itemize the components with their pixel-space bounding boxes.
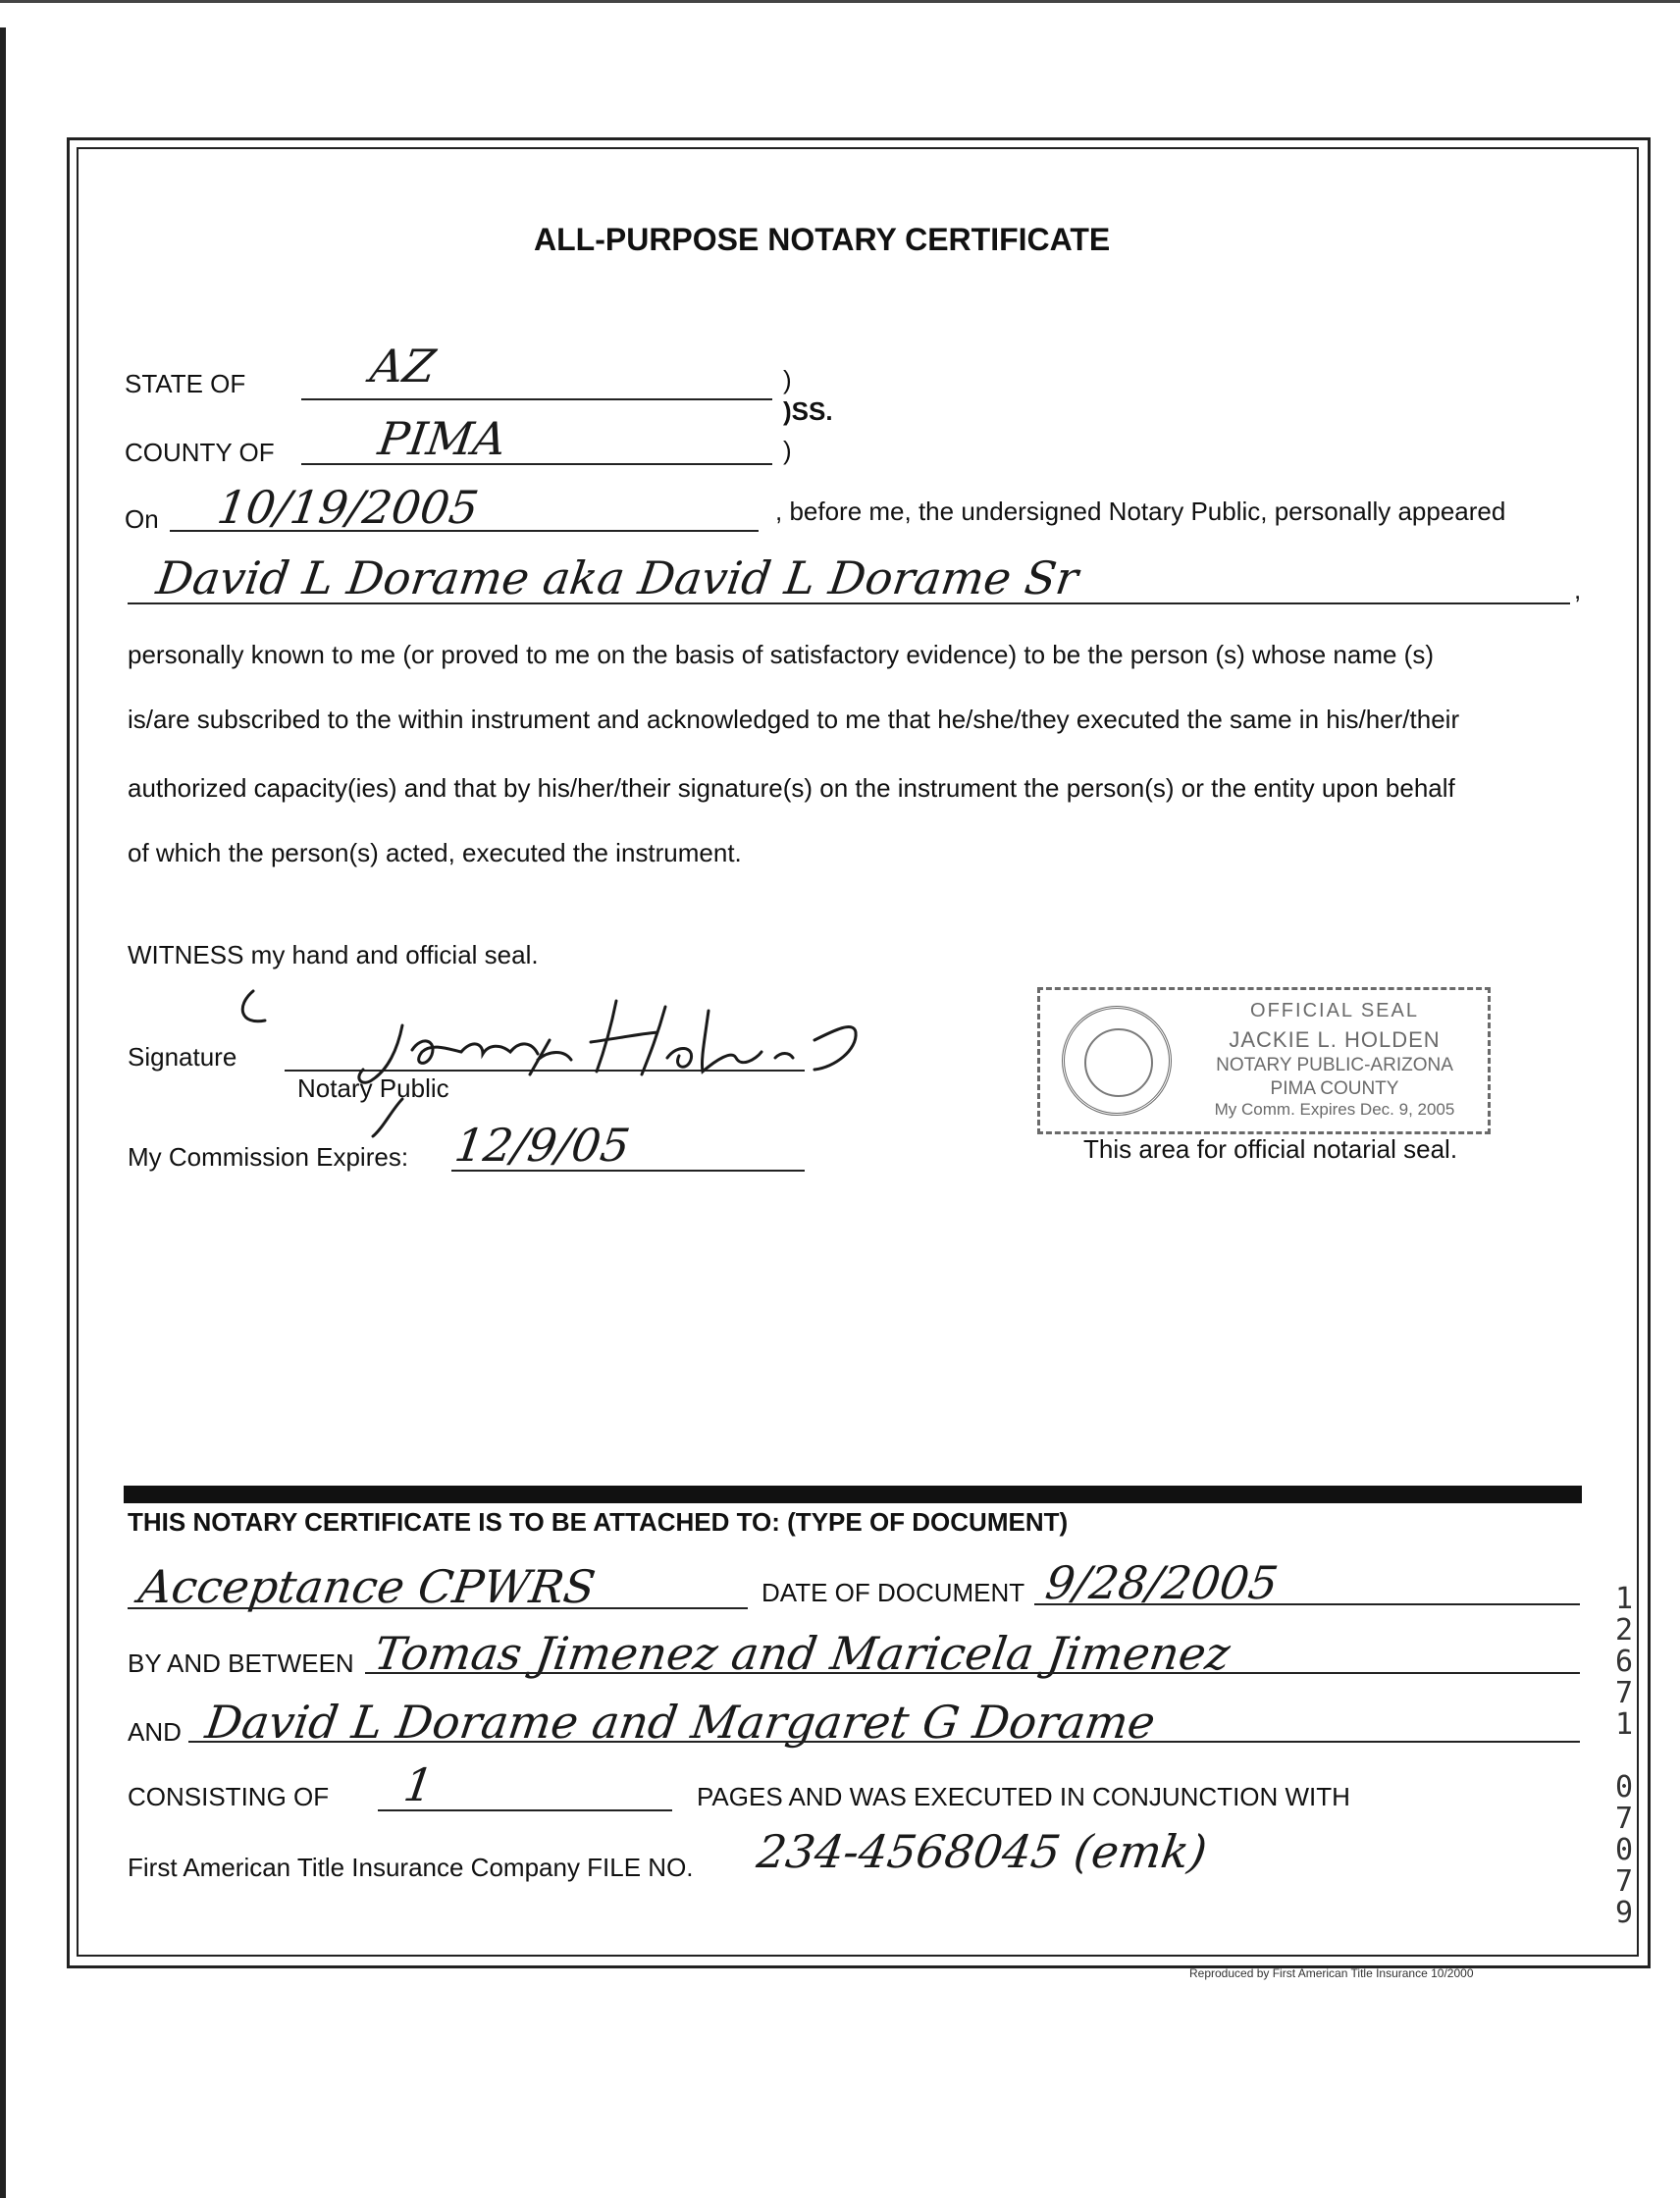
seal-line-state: NOTARY PUBLIC-ARIZONA — [1216, 1055, 1453, 1075]
side-digit: 1 — [1614, 1582, 1634, 1616]
and-party-underline — [188, 1741, 1580, 1743]
body-line-3: authorized capacity(ies) and that by his/her/their signature(s) on the instrument the person(s) or the entity upon behalf — [128, 773, 1455, 803]
notary-public-label: Notary Public — [297, 1073, 449, 1103]
date-of-document-value: 9/28/2005 — [1042, 1556, 1282, 1609]
seal-line-official: OFFICIAL SEAL — [1250, 1000, 1419, 1021]
appeared-name-underline — [128, 602, 1570, 604]
side-digit: 0 — [1614, 1833, 1634, 1867]
side-digit: 7 — [1614, 1802, 1634, 1836]
state-underline — [301, 398, 772, 400]
document-type-value: Acceptance CPWRS — [135, 1560, 599, 1613]
consisting-of-underline — [378, 1809, 672, 1811]
by-and-between-underline — [365, 1672, 1580, 1674]
file-number-value: 234-4568045 (emk) — [754, 1825, 1211, 1878]
pages-executed-text: PAGES AND WAS EXECUTED IN CONJUNCTION WITH — [697, 1782, 1350, 1811]
side-digit: 7 — [1614, 1676, 1634, 1710]
side-digit: 7 — [1614, 1864, 1634, 1899]
seal-area-caption: This area for official notarial seal. — [1083, 1134, 1458, 1164]
and-party-value: David L Dorame and Margaret G Dorame — [202, 1696, 1159, 1749]
side-digit: 6 — [1614, 1645, 1634, 1679]
ss-label: )SS. — [783, 396, 833, 426]
appeared-name-value: David L Dorame aka David L Dorame Sr — [153, 551, 1082, 604]
county-value: PIMA — [375, 412, 510, 465]
date-of-document-label: DATE OF DOCUMENT — [761, 1578, 1025, 1607]
county-label: COUNTY OF — [125, 438, 275, 467]
paren-top: ) — [783, 365, 792, 394]
seal-line-expires: My Comm. Expires Dec. 9, 2005 — [1214, 1100, 1455, 1119]
consisting-of-label: CONSISTING OF — [128, 1782, 330, 1811]
and-label: AND — [128, 1717, 182, 1747]
witness-text: WITNESS my hand and official seal. — [128, 940, 539, 969]
state-value: AZ — [367, 340, 439, 392]
date-of-document-underline — [1034, 1603, 1580, 1605]
by-and-between-label: BY AND BETWEEN — [128, 1648, 354, 1678]
seal-emblem-inner — [1084, 1028, 1153, 1097]
top-edge-line — [0, 0, 1680, 3]
body-line-1: personally known to me (or proved to me on the basis of satisfactory evidence) to be the person (s) whose name (s) — [128, 640, 1434, 669]
notary-seal — [1037, 987, 1491, 1134]
county-underline — [301, 463, 772, 465]
paren-bottom: ) — [783, 436, 792, 465]
section-divider-bar — [124, 1486, 1582, 1503]
commission-value: 12/9/05 — [451, 1119, 634, 1172]
commission-label: My Commission Expires: — [128, 1142, 409, 1172]
seal-line-county: PIMA COUNTY — [1270, 1078, 1399, 1099]
left-edge-line — [0, 27, 6, 2198]
page-title: ALL-PURPOSE NOTARY CERTIFICATE — [534, 222, 1111, 257]
side-digit: 0 — [1614, 1770, 1634, 1805]
reproduced-footer-note: Reproduced by First American Title Insurance 10/2000 — [1189, 1966, 1474, 1980]
consisting-of-value: 1 — [400, 1758, 438, 1811]
appearance-date-value: 10/19/2005 — [214, 481, 482, 534]
on-label: On — [125, 504, 159, 534]
notary-signature — [226, 981, 913, 1138]
state-label: STATE OF — [125, 369, 246, 398]
seal-emblem-icon — [1062, 1006, 1172, 1116]
before-me-text: , before me, the undersigned Notary Public, personally appeared — [775, 497, 1506, 526]
seal-line-name: JACKIE L. HOLDEN — [1229, 1027, 1441, 1052]
body-line-4: of which the person(s) acted, executed the instrument. — [128, 838, 742, 867]
body-line-2: is/are subscribed to the within instrument and acknowledged to me that he/she/they executed the same in his/her/their — [128, 705, 1460, 734]
commission-underline — [451, 1170, 805, 1172]
document-type-underline — [128, 1607, 748, 1609]
side-digit: 1 — [1614, 1707, 1634, 1742]
signature-label: Signature — [128, 1042, 237, 1072]
name-trailing-comma: , — [1574, 575, 1582, 604]
side-digit — [1609, 1741, 1639, 1772]
attachment-heading: THIS NOTARY CERTIFICATE IS TO BE ATTACHED TO: (TYPE OF DOCUMENT) — [128, 1507, 1069, 1537]
side-document-number — [1609, 1584, 1639, 1929]
by-and-between-value: Tomas Jimenez and Maricela Jimenez — [371, 1627, 1234, 1680]
side-digit: 9 — [1614, 1896, 1634, 1930]
appearance-date-underline — [170, 530, 759, 532]
file-number-label: First American Title Insurance Company FILE NO. — [128, 1853, 694, 1882]
side-digit: 2 — [1614, 1613, 1634, 1648]
